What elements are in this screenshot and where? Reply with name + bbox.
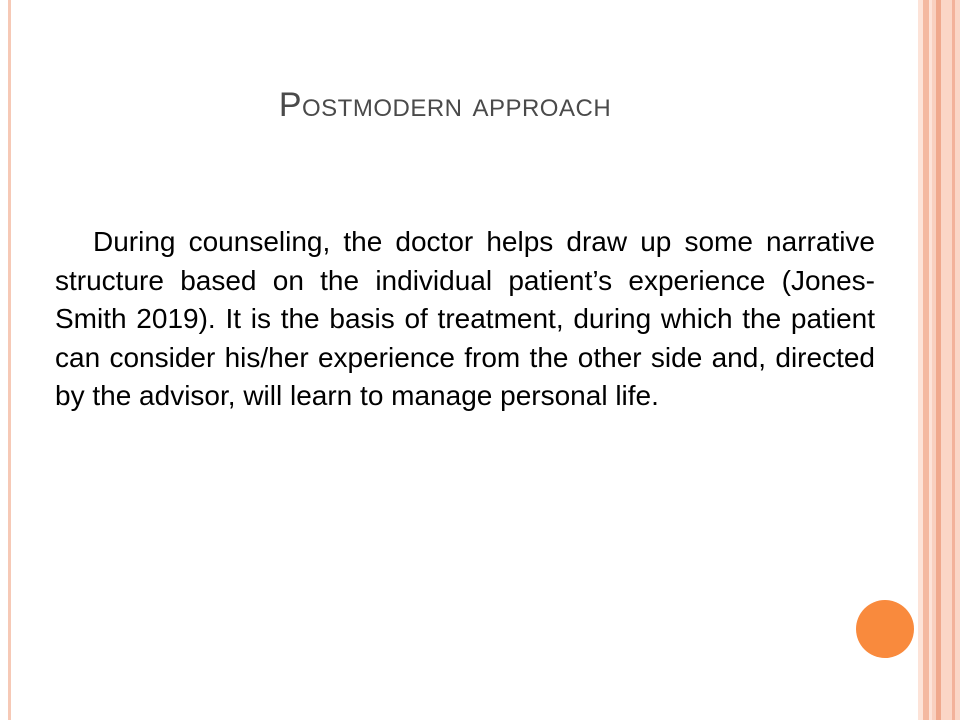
right-decorative-stripe — [941, 0, 960, 720]
slide-title: Postmodern approach — [278, 86, 612, 124]
right-decorative-stripe — [952, 0, 955, 720]
slide-body-text: During counseling, the doctor helps draw up some narrative structure based on the individual patient’s experience (Jones-Smith 2019). It is the basis of treatment, during which the patient can consider his/her experience from the other side and, directed by the advisor, will learn to manage personal life. — [55, 226, 875, 411]
orange-circle-decoration — [856, 600, 914, 658]
